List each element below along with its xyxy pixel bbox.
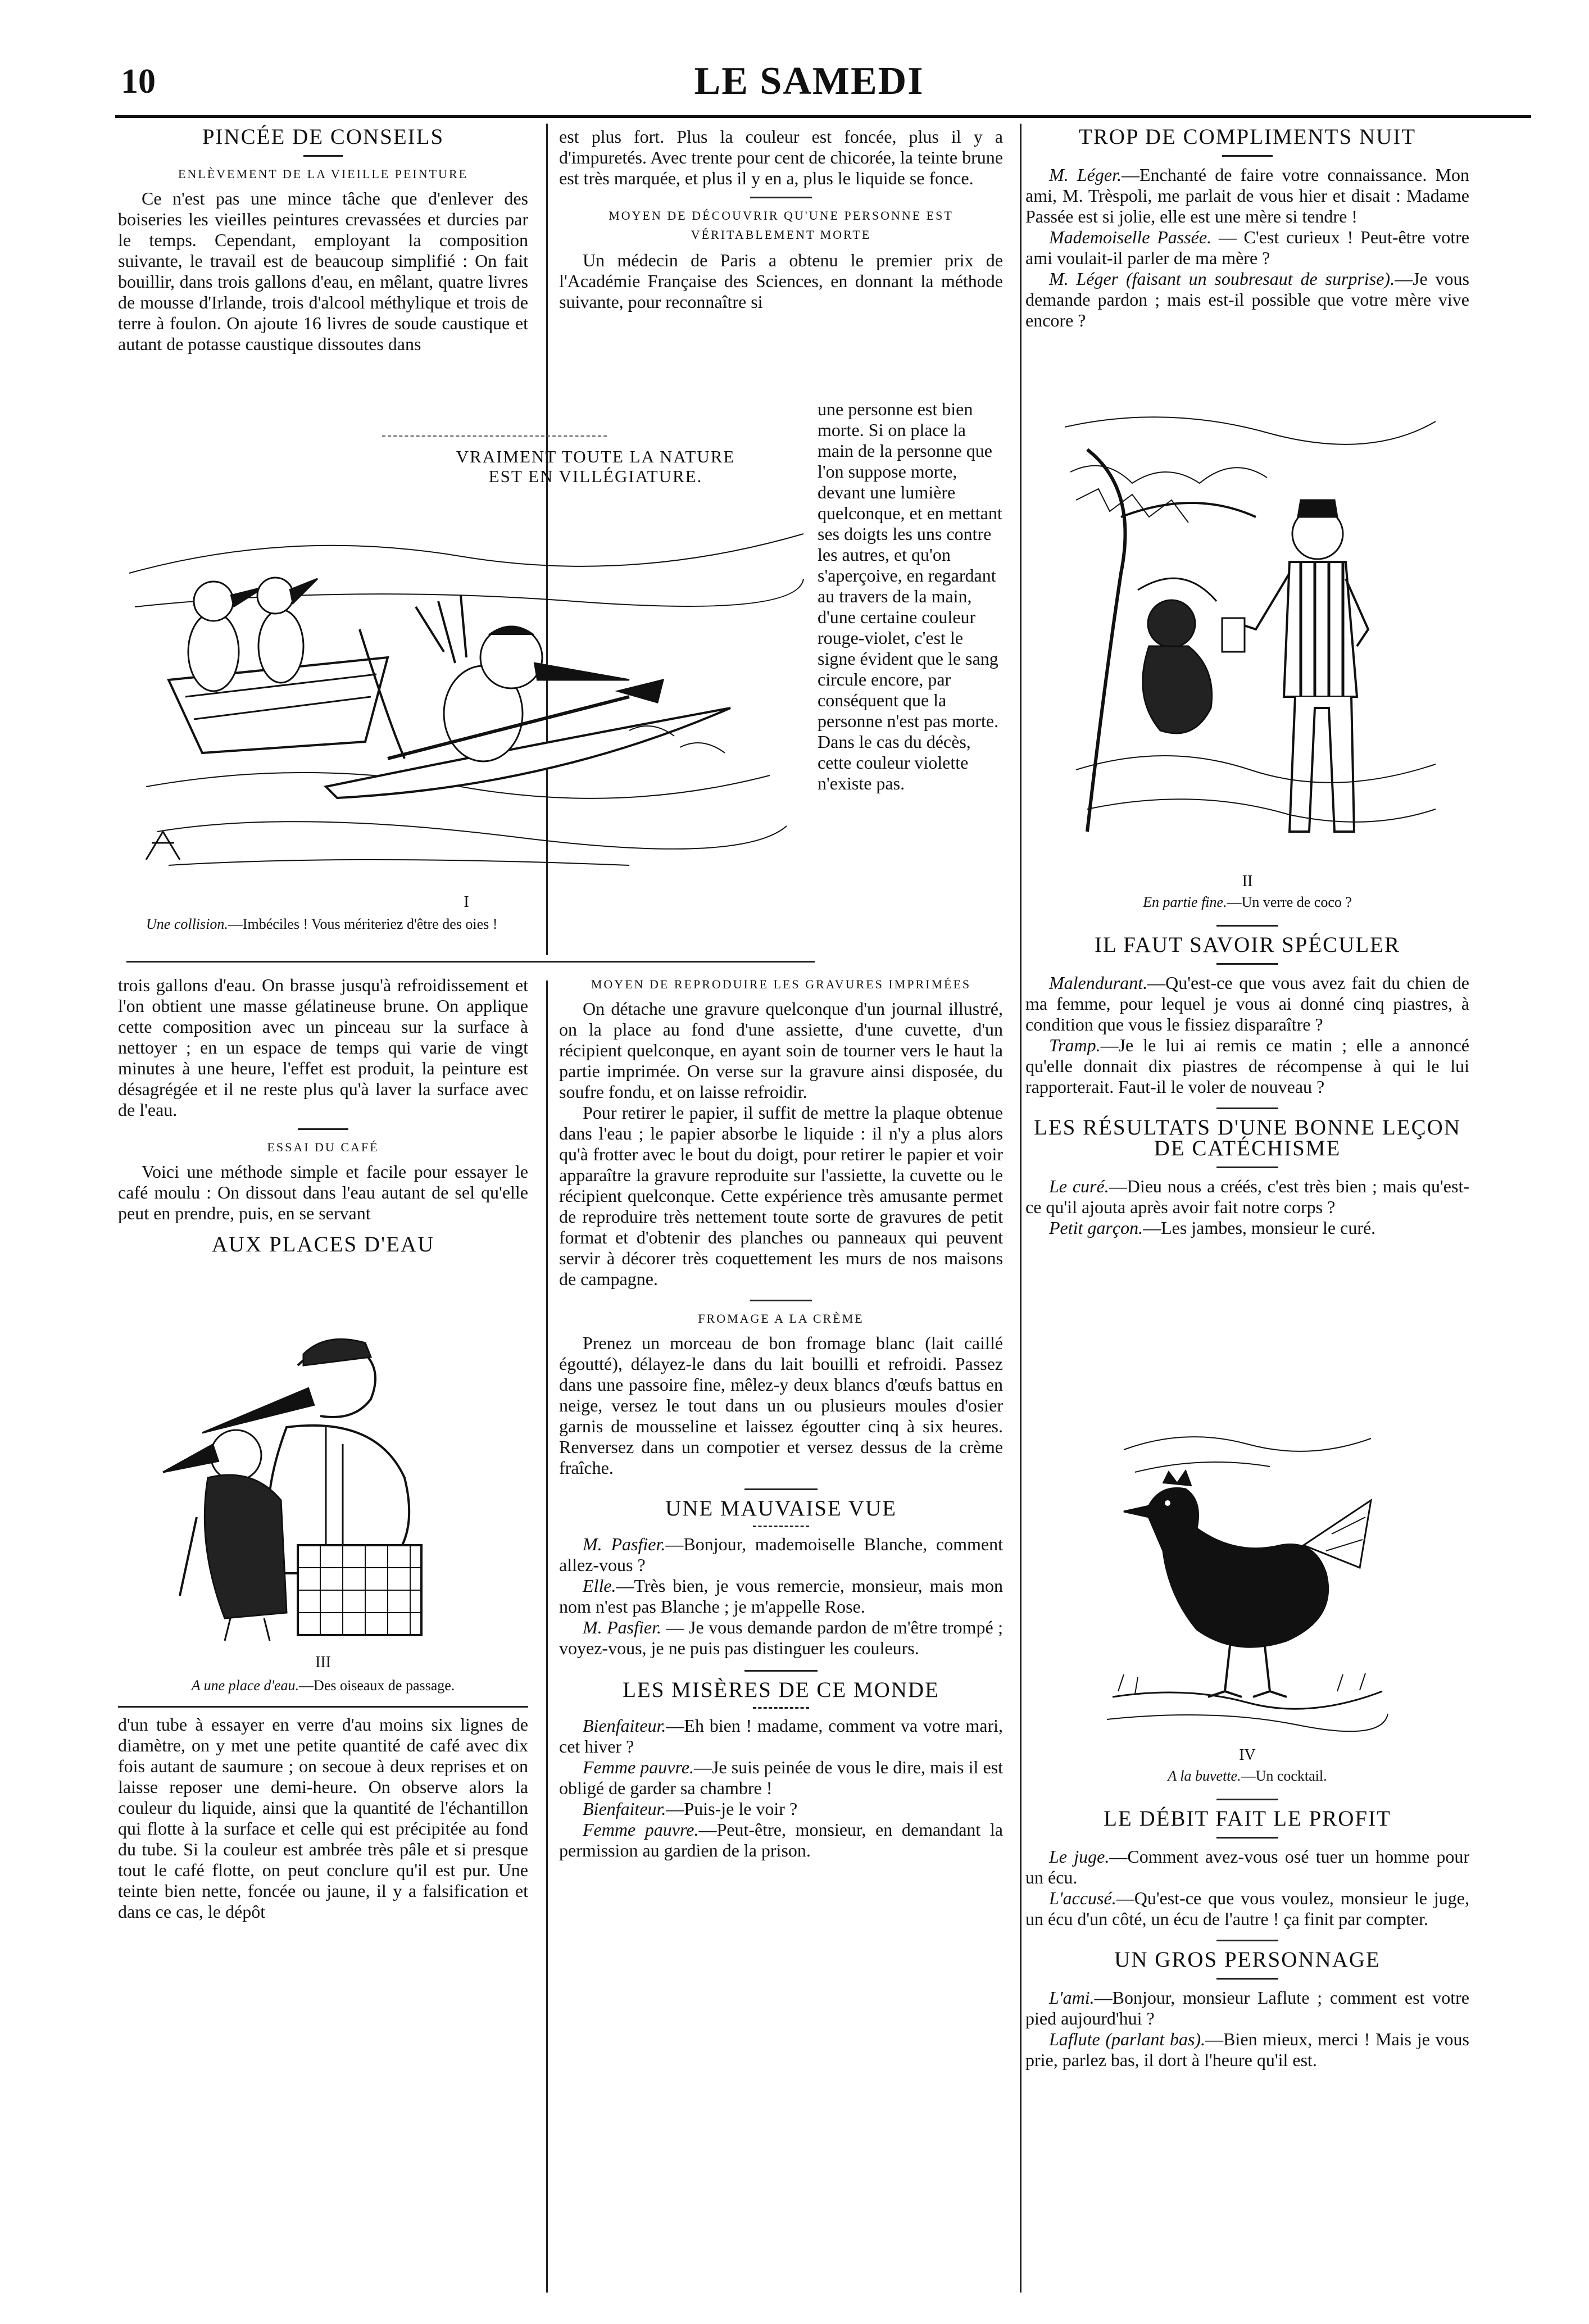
figure-1-heading [315,447,877,486]
dialogue-line: —Qu'est-ce que vous voulez, monsieur le juge, un écu d'un côté, un écu de l'autre ! ça finit par compter. [1025,1888,1469,1929]
speaker-cure: Le curé. [1049,1176,1109,1196]
figure-1-number: I [464,893,469,911]
speaker-bienfaiteur: Bienfaiteur. [583,1799,666,1819]
figure-4-caption-text: —Un cocktail. [1241,1768,1327,1784]
figure-2-number: II [1242,873,1253,890]
speaker-leger: M. Léger. [1049,165,1122,185]
speaker-elle: Elle. [583,1576,616,1596]
article-essai-cafe: Voici une méthode simple et facile pour essayer le café moulu : On dissout dans l'eau autant de sel qu'elle peut en prendre, puis, en se servant [118,1161,528,1223]
divider [118,1706,528,1708]
illustration-cocktail [1101,1427,1393,1742]
divider [1216,1837,1278,1839]
section-title-miseres: LES MISÈRES DE CE MONDE [623,1678,939,1702]
subsection-moyen-mort: MOYEN DE DÉCOUVRIR QU'UNE PERSONNE EST VÉRITABLEMENT MORTE [609,208,954,242]
speaker-femme-pauvre: Femme pauvre. [583,1757,694,1777]
article-enlevement: Ce n'est pas une mince tâche que d'enlever des boiseries les vieilles peintures crevassées et durcies par le temps. Cependant, employant la composition suivante, le travail est de beaucoup simplifié : On fait bouillir, dans trois gallons d'eau, en mêlant, quatre livres de mousse d'Irlande, trois d'alcool méthylique et trois de terre à foulon. On ajoute 16 livres de soude caustique et autant de potasse caustique dissoutes dans [118,188,528,354]
dialogue-line: — C'est curieux ! Peut-être votre ami voulait-il parler de ma mère ? [1025,227,1470,268]
dialogue-line: —Dieu nous a créés, c'est très bien ; mais qu'est-ce qu'il ajouta après avoir fait notre corps ? [1025,1176,1470,1217]
dialogue-line: —Qu'est-ce que vous avez fait du chien de ma femme, pour lequel je vous ai donné cinq piastres, à condition que vous le fissiez disparaître ? [1025,973,1469,1034]
illustration-partie-fine [1054,405,1447,865]
figure-3-caption-block [118,1652,528,1922]
divider [750,197,812,198]
article-reproduire-p1: On détache une gravure quelconque d'un journal illustré, on la place au fond d'une assiette, d'une cuvette, d'un récipient quelconque, en ayant soin de tourner vers le haut la partie imprimée. On verse sur la gravure ainsi disposée, du soufre fondu, et on laisse refroidir. [559,998,1003,1102]
dialogue-line: —Peut-être, monsieur, en demandant la permission au gardien de la prison. [559,1819,1004,1860]
speaker-bienfaiteur: Bienfaiteur. [583,1715,666,1736]
subsection-fromage: FROMAGE A LA CRÈME [698,1311,864,1326]
subsection-enlevement: ENLÈVEMENT DE LA VIEILLE PEINTURE [178,167,469,181]
figure-1-heading-line-1: VRAIMENT TOUTE LA NATURE [456,447,736,466]
section-title-pincee: PINCÉE DE CONSEILS [202,125,444,149]
dialogue-line: —Je vous demande pardon ; mais est-il possible que votre mère vive encore ? [1025,269,1470,330]
figure-1-caption [124,916,832,933]
column-1-top [118,126,528,355]
figure-3-caption-title: A une place d'eau. [191,1677,299,1694]
divider [1216,1107,1278,1109]
section-title-resultats-line-1: LES RÉSULTATS D'UNE BONNE LEÇON [1034,1115,1461,1140]
dialogue-line: —Bonjour, mademoiselle Blanche, comment allez-vous ? [559,1534,1004,1575]
divider [298,1128,348,1130]
newspaper-title: LE SAMEDI [694,60,924,103]
divider [750,1300,812,1301]
section-title-speculer: IL FAUT SAVOIR SPÉCULER [1094,933,1401,957]
figure-2-caption-text: —Un verre de coco ? [1227,894,1352,910]
column-separator-2 [1020,124,1022,2293]
dialogue-line: —Eh bien ! madame, comment va votre mari, cet hiver ? [559,1715,1003,1756]
figure-top-rule [382,435,607,437]
article-essai-cafe-continued: d'un tube à essayer en verre d'au moins six lignes de diamètre, on y met une petite quantité de café avec dix fois autant de saumure ; on secoue à deux reprises et on laisse reposer une demi-heure. On observe alors la couleur du liquide, ainsi que la quantité de l'échantillon qui flotte à la surface et celle qui est précipitée au fond du tube. Si la couleur est ambrée très pâle et si presque tout le café flotte, on peut conclure qu'il est pur. Une teinte bien nette, foncée ou jaune, il y a falsification et dans ce cas, le dépôt [118,1714,528,1922]
figure-2-caption-title: En partie fine. [1143,894,1227,910]
divider [1216,1978,1278,1980]
dialogue-line: —Bien mieux, merci ! Mais je vous prie, parlez bas, il dort à l'heure qu'il est. [1025,2029,1470,2070]
divider [753,1526,809,1527]
column-separator-1b [546,981,548,2293]
figure-1-caption-title: Une collision. [146,916,228,932]
section-title-trop-compliments: TROP DE COMPLIMENTS NUIT [1078,125,1417,149]
divider [1216,1166,1278,1168]
speaker-mademoiselle-passee: Mademoiselle Passée. [1049,227,1212,247]
speaker-accuse: L'accusé. [1049,1888,1116,1908]
column-2-top [559,126,1003,312]
article-reproduire-p2: Pour retirer le papier, il suffit de mettre la plaque obtenue dans l'eau ; le papier absorbe le liquide : il n'y a plus alors qu'à frotter avec le bout du doigt, pour retirer le papier et voir apparaître la gravure reproduite sur l'assiette, la cuvette ou le récipient quelconque. Cette expérience très amusante permet de reproduire très nettement toute sorte de gravures de petit format et d'obtenir des planches ou panneaux qui peuvent servir à décorer très coquettement les murs de nos maisons de campagne. [559,1102,1003,1289]
dialogue-line: — Je vous demande pardon de m'être trompé ; voyez-vous, je ne puis pas distinguer les couleurs. [559,1617,1004,1658]
subsection-essai-cafe: ESSAI DU CAFÉ [267,1140,379,1154]
divider [753,1707,809,1709]
figure-4-caption-title: A la buvette. [1168,1768,1241,1784]
figure-4-number: IV [1239,1746,1256,1764]
article-moyen-mort-continued: une personne est bien morte. Si on place la main de la personne que l'on suppose morte, devant une lumière quelconque, et en mettant ses doigts les uns contre les autres, et qu'on s'aperçoive, en regardant au travers de la main, d'une certaine couleur rouge-violet, c'est le signe évident que le sang circule encore, par conséquent que la personne n'est pas morte. Dans le cas du décès, cette couleur violette n'existe pas. [818,399,1002,793]
figure-4-caption [1025,1765,1469,1786]
figure-3-caption-text: —Des oiseaux de passage. [299,1677,455,1694]
divider [1216,963,1278,965]
speaker-laflute: Laflute (parlant bas). [1049,2029,1206,2049]
speaker-malendurant: Malendurant. [1049,973,1148,993]
illustration-oiseaux-de-passage [140,1332,511,1646]
section-title-resultats [1025,1117,1469,1159]
speaker-tramp: Tramp. [1049,1035,1101,1055]
speaker-petit-garcon: Petit garçon. [1049,1218,1143,1238]
figure-2-caption [1025,892,1469,913]
divider [744,1488,818,1490]
article-moyen-mort-intro: Un médecin de Paris a obtenu le premier prix de l'Académie Française des Sciences, en donnant la méthode suivante, pour reconnaître si [559,250,1003,312]
speaker-juge: Le juge. [1049,1846,1110,1867]
figure-3-number: III [315,1654,331,1671]
illustration-collision [124,494,809,888]
header-rule [115,115,1531,118]
article-fromage: Prenez un morceau de bon fromage blanc (lait caillé égoutté), délayez-le dans du lait bouilli et refroidi. Passez dans une passoire fine, mêlez-y deux blancs d'œufs battus en neige, versez le tout dans un ou plusieurs moules d'osier garnis de mousseline et laissez égoutter cinq à six heures. Renversez dans un compotier et versez dessus de la crème fraîche. [559,1333,1003,1478]
column-3-top [1025,126,1469,331]
dialogue-line: —Je le lui ai remis ce matin ; elle a annoncé qu'elle donnait dix piastres de récompense à qui le lui rapporterait. Faut-il le voler de nouveau ? [1025,1035,1469,1097]
speaker-pasfier: M. Pasfier. [583,1617,662,1637]
dialogue-line: —Puis-je le voir ? [666,1799,798,1819]
article-enlevement-continued: trois gallons d'eau. On brasse jusqu'à refroidissement et l'on obtient une masse gélatineuse brune. On applique cette composition avec un pinceau sur la surface à nettoyer ; en un espace de temps qui varie de vingt minutes à une heure, l'effet est produit, la peinture est désagrégée et il ne reste plus qu'à laver la surface avec de l'eau. [118,975,528,1120]
dialogue-line: —Très bien, je vous remercie, monsieur, mais mon nom n'est pas Blanche ; je m'appelle Rose. [559,1576,1003,1617]
speaker-femme-pauvre: Femme pauvre. [583,1819,699,1840]
speaker-pasfier: M. Pasfier. [583,1534,666,1554]
column-2-bottom [559,975,1003,1861]
figure-3-heading: AUX PLACES D'EAU [211,1232,435,1256]
column-2-wrap-text [818,399,1003,794]
figure-1-heading-line-2: EST EN VILLÉGIATURE. [488,466,703,486]
figure-1-caption-text: —Imbéciles ! Vous mériteriez d'être des oies ! [228,916,498,932]
page-number: 10 [121,62,156,101]
speaker-ami: L'ami. [1049,1987,1095,2008]
divider [1216,1940,1278,1941]
dialogue-line: —Les jambes, monsieur le curé. [1143,1218,1376,1238]
figure-bottom-rule [126,961,815,963]
divider [744,1670,818,1672]
divider [1216,1799,1278,1800]
divider [1216,925,1278,927]
dialogue-line: —Je suis peinée de vous le dire, mais il est obligé de garder sa chambre ! [559,1757,1003,1798]
dialogue-line: —Bonjour, monsieur Laflute ; comment est votre pied aujourd'hui ? [1025,1987,1469,2028]
column-3-bottom [1025,1745,1469,2071]
dialogue-line: —Comment avez-vous osé tuer un homme pour un écu. [1025,1846,1470,1887]
section-title-mauvaise-vue: UNE MAUVAISE VUE [665,1496,897,1520]
subsection-reproduire-gravures: MOYEN DE REPRODUIRE LES GRAVURES IMPRIMÉES [591,977,971,991]
column-1-bottom [118,975,528,1255]
article-essai-cafe-end: est plus fort. Plus la couleur est foncée, plus il y a d'impuretés. Avec trente pour cent de chicorée, la teinte brune est très marquée, et plus il y en a, plus le liquide se fonce. [559,126,1003,188]
figure-3-caption [118,1675,528,1696]
section-title-resultats-line-2: DE CATÉCHISME [1154,1136,1341,1160]
divider [303,155,343,157]
divider [1222,155,1273,157]
dialogue-line: —Enchanté de faire votre connaissance. Mon ami, M. Trèspoli, me parlait de vous hier et disait : Madame Passée est si jolie, elle est une mère si tendre ! [1025,165,1470,226]
column-3-middle [1025,871,1469,1238]
section-title-debit: LE DÉBIT FAIT LE PROFIT [1104,1806,1391,1831]
section-title-gros-personnage: UN GROS PERSONNAGE [1114,1948,1381,1972]
speaker-leger: M. Léger (faisant un soubresaut de surprise). [1049,269,1395,289]
